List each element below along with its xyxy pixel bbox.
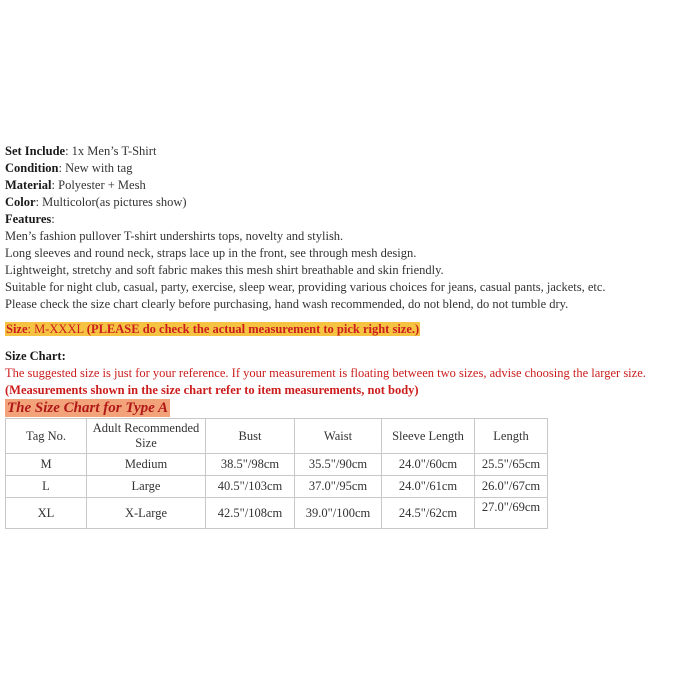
table-cell: 40.5"/103cm xyxy=(206,476,295,498)
table-cell: 24.0"/60cm xyxy=(382,454,475,476)
table-cell: 39.0"/100cm xyxy=(295,498,382,529)
size-highlight xyxy=(5,322,420,336)
measurement-note: (Measurements shown in the size chart refer to item measurements, not body) xyxy=(5,383,419,397)
size-chart-colon: : xyxy=(61,349,66,363)
size-line xyxy=(5,321,695,338)
detail-value: : Polyester + Mesh xyxy=(51,178,146,192)
table-cell: 26.0"/67cm xyxy=(475,476,548,498)
column-header: Adult Recommended Size xyxy=(87,419,206,454)
feature-item: Long sleeves and round neck, straps lace up in the front, see through mesh design. xyxy=(5,246,417,260)
column-header: Tag No. xyxy=(6,419,87,454)
detail-label: Condition xyxy=(5,161,59,175)
table-cell: L xyxy=(6,476,87,498)
detail-value: : 1x Men’s T-Shirt xyxy=(65,144,157,158)
table-cell: Large xyxy=(87,476,206,498)
column-header: Length xyxy=(475,419,548,454)
table-cell: X-Large xyxy=(87,498,206,529)
table-row xyxy=(6,498,548,529)
features-heading xyxy=(5,211,695,228)
table-cell: 38.5"/98cm xyxy=(206,454,295,476)
features-label: Features xyxy=(5,212,52,226)
table-cell: Medium xyxy=(87,454,206,476)
detail-material xyxy=(5,177,695,194)
detail-label: Material xyxy=(5,178,52,192)
product-description xyxy=(5,143,695,529)
size-chart-heading xyxy=(5,348,695,365)
detail-set-include xyxy=(5,143,695,160)
detail-color xyxy=(5,194,695,211)
table-cell: 37.0"/95cm xyxy=(295,476,382,498)
column-header: Waist xyxy=(295,419,382,454)
table-cell: 24.5"/62cm xyxy=(382,498,475,529)
table-row xyxy=(6,476,548,498)
feature-item: Men’s fashion pullover T-shirt undershirts tops, novelty and stylish. xyxy=(5,229,344,243)
feature-item: Please check the size chart clearly before purchasing, hand wash recommended, do not blend, do not tumble dry. xyxy=(5,297,569,311)
table-cell: 35.5"/90cm xyxy=(295,454,382,476)
table-cell: 25.5"/65cm xyxy=(475,454,548,476)
size-advice-note: The suggested size is just for your reference. If your measurement is floating between two sizes, advise choosing the larger size. xyxy=(5,366,646,380)
detail-value: : New with tag xyxy=(58,161,133,175)
table-cell: 27.0"/69cm xyxy=(475,498,548,529)
table-cell: 42.5"/108cm xyxy=(206,498,295,529)
size-note: (PLEASE do check the actual measurement to pick right size.) xyxy=(86,322,420,336)
column-header: Sleeve Length xyxy=(382,419,475,454)
feature-item: Lightweight, stretchy and soft fabric makes this mesh shirt breathable and skin friendly. xyxy=(5,263,444,277)
type-a-heading: The Size Chart for Type A xyxy=(7,400,168,416)
size-chart-title: Size Chart xyxy=(5,349,62,363)
detail-value: : Multicolor(as pictures show) xyxy=(35,195,187,209)
table-cell: 24.0"/61cm xyxy=(382,476,475,498)
table-cell: XL xyxy=(6,498,87,529)
detail-condition xyxy=(5,160,695,177)
table-cell: M xyxy=(6,454,87,476)
size-table xyxy=(5,418,548,529)
detail-label: Color xyxy=(5,195,36,209)
size-value: : M-XXXL xyxy=(27,322,87,336)
detail-label: Set Include xyxy=(5,144,66,158)
size-label: Size xyxy=(6,322,28,336)
feature-item: Suitable for night club, casual, party, exercise, sleep wear, providing various choices for jeans, casual pants, jackets, etc. xyxy=(5,280,606,294)
table-header-row xyxy=(6,419,548,454)
table-row xyxy=(6,454,548,476)
column-header: Bust xyxy=(206,419,295,454)
features-colon: : xyxy=(51,212,55,226)
